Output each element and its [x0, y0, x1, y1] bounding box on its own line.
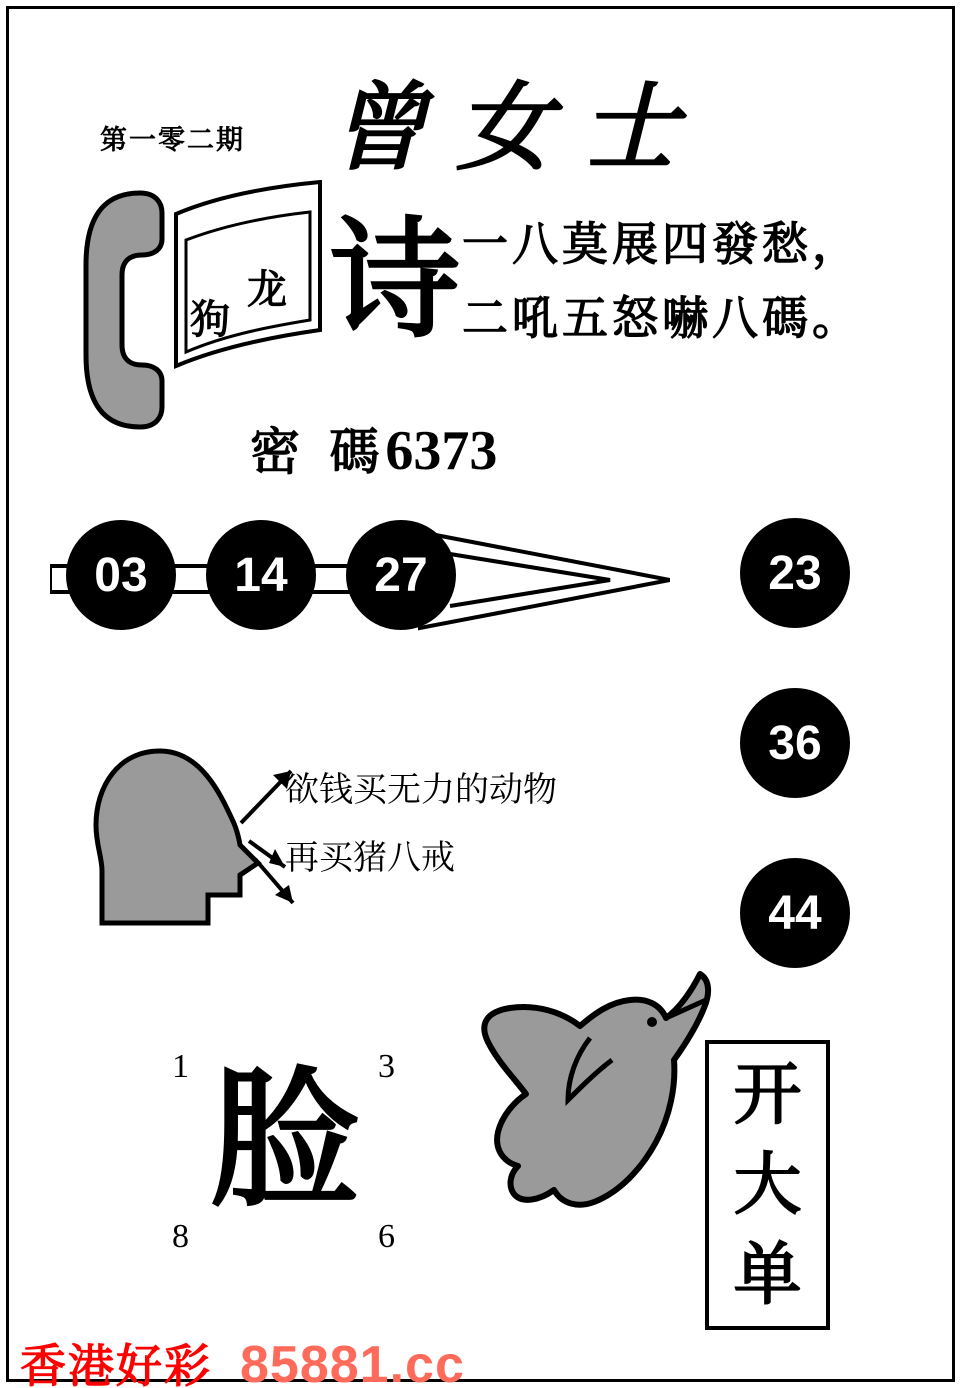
ball-main-2: 14 [206, 520, 316, 630]
dove-icon [470, 960, 740, 1230]
ball-main-1: 03 [66, 520, 176, 630]
ball-side-3: 44 [740, 858, 850, 968]
vertical-sign-char-3: 单 [733, 1235, 802, 1315]
riddle-big-char: 脸 [210, 1052, 361, 1228]
ball-side-1: 23 [740, 518, 850, 628]
speech-line-1: 欲钱买无力的动物 [285, 770, 557, 810]
issue-label: 第一零二期 [100, 125, 245, 156]
brand-title: 曾女士 [330, 71, 708, 184]
phone-handset-icon [78, 185, 168, 435]
vertical-sign-char-1: 开 [733, 1055, 802, 1135]
poem-line-1: 一八莫展四發愁， [462, 217, 862, 271]
poem-title-char: 诗 [330, 203, 461, 356]
footer-site-name: 香港好彩 [20, 1339, 212, 1388]
corner-number-top-left: 1 [172, 1048, 189, 1085]
corner-number-bottom-right: 6 [378, 1218, 395, 1255]
ball-side-2: 36 [740, 688, 850, 798]
ball-main-3: 27 [346, 520, 456, 630]
corner-number-top-right: 3 [378, 1048, 395, 1085]
password-label: 密 碼 [250, 422, 386, 481]
speech-line-2: 再买猪八戒 [285, 838, 455, 878]
vertical-sign-text [715, 1050, 820, 1320]
password-row [250, 412, 497, 484]
poem-line-2: 二吼五怒嚇八碼。 [462, 291, 862, 345]
vertical-sign-char-2: 大 [733, 1145, 802, 1225]
password-digits: 6373 [385, 420, 498, 482]
footer-url[interactable]: 85881.cc [240, 1336, 465, 1388]
footer [20, 1330, 465, 1388]
zodiac-top-label: 龙 [247, 266, 287, 313]
corner-number-bottom-left: 8 [172, 1218, 189, 1255]
zodiac-bottom-label: 狗 [190, 296, 230, 343]
